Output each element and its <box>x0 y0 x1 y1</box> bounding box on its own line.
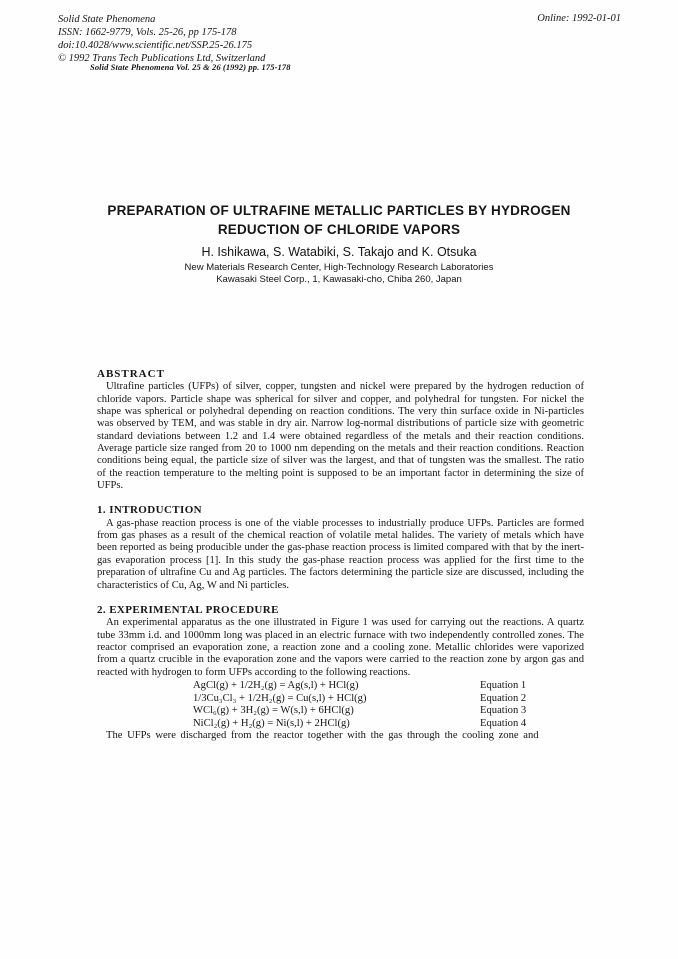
paper-title-line-1: PREPARATION OF ULTRAFINE METALLIC PARTICLES BY HYDROGEN <box>107 203 571 218</box>
equation-4-label: Equation 4 <box>480 717 527 729</box>
affiliation <box>0 262 678 286</box>
equation-3-label: Equation 3 <box>480 705 527 717</box>
section-2-text: An experimental apparatus as the one illustrated in Figure 1 was used for carrying out the reactions. A quartz tube 33mm i.d. and 1000mm long was placed in an electric furnace with two independently controlled zones. The reactor comprised an evaporation zone, a reaction zone and a cooling zone. Metallic chlorides were vaporized from a quartz crucible in the evaporation zone and the vapors were carried to the reaction zone by argon gas and reacted with hydrogen to form UFPs according to the following reactions. <box>97 617 584 678</box>
equation-1-formula: AgCl(g) + 1/2H₂(g) = Ag(s,l) + HCl(g) <box>193 679 359 691</box>
paper-title-line-2: REDUCTION OF CHLORIDE VAPORS <box>217 222 461 237</box>
equation-row <box>97 718 584 731</box>
equation-4-formula: NiCl₂(g) + H₂(g) = Ni(s,l) + 2HCl(g) <box>193 717 350 729</box>
section-1-heading: 1. INTRODUCTION <box>97 504 203 517</box>
doi-line: doi:10.4028/www.scientific.net/SSP.25-26.175 <box>58 40 253 51</box>
journal-header <box>58 13 265 65</box>
equation-row <box>97 680 584 693</box>
issn-line: ISSN: 1662-9779, Vols. 25-26, pp 175-178 <box>58 27 237 38</box>
affiliation-line-2: Kawasaki Steel Corp., 1, Kawasaki-cho, Chiba 260, Japan <box>216 274 462 285</box>
authors: H. Ishikawa, S. Watabiki, S. Takajo and K. Otsuka <box>201 245 477 259</box>
citation-line: Solid State Phenomena Vol. 25 & 26 (1992) pp. 175-178 <box>90 62 291 72</box>
body-column <box>97 368 584 743</box>
section-2-heading: 2. EXPERIMENTAL PROCEDURE <box>97 603 279 616</box>
journal-name: Solid State Phenomena <box>58 14 156 25</box>
reaction-equations <box>97 680 584 730</box>
abstract-text: Ultrafine particles (UFPs) of silver, copper, tungsten and nickel were prepared by the hydrogen reduction of chloride vapors. Particle shape was spherical for silver and copper, and polyhedral for tungsten. For nickel the shape was spherical or polyhedral depending on reaction conditions. The very thin surface oxide in Ni-particles was observed by TEM, and was stable in dry air. Narrow log-normal distributions of particle size with geometric standard deviations between 1.2 and 1.4 were obtained regardless of the metals and their reaction conditions. Average particle size ranged from 20 to 1000 nm depending on the metals and their reaction conditions. Reaction conditions being equal, the particle size of silver was the largest, and that of tungsten was the smallest. The ratio of the reaction temperature to the melting point is supposed to be an important factor in determining the size of UFPs. <box>97 381 584 492</box>
equation-row <box>97 693 584 706</box>
equation-2-formula: 1/3Cu₃Cl₃ + 1/2H₂(g) = Cu(s,l) + HCl(g) <box>193 692 367 704</box>
equation-2-label: Equation 2 <box>480 692 527 704</box>
section-1-text: A gas-phase reaction process is one of the viable processes to industrially produce UFPs. Particles are formed from gas phases as a result of the chemical reaction of volatile metal halides. The variety of metals which have been reported as being producible under the gas-phase reaction process is limited compared with that by the inert-gas evaporation process [1]. In this study the gas-phase reaction process was applied for the first time to the preparation of ultrafine Cu and Ag particles. The factors determining the particle size are discussed, including the characteristics of Cu, Ag, W and Ni particles. <box>97 517 584 591</box>
equation-row <box>97 705 584 718</box>
abstract-heading: ABSTRACT <box>97 368 165 380</box>
paper-title <box>0 201 678 239</box>
closing-line: The UFPs were discharged from the reactor together with the gas through the cooling zone and <box>106 730 539 742</box>
equation-1-label: Equation 1 <box>480 679 527 691</box>
equation-3-formula: WCl₆(g) + 3H₂(g) = W(s,l) + 6HCl(g) <box>193 705 354 717</box>
affiliation-line-1: New Materials Research Center, High-Technology Research Laboratories <box>184 262 494 273</box>
copyright-line: © 1992 Trans Tech Publications Ltd, Switzerland <box>58 53 266 64</box>
online-date: Online: 1992-01-01 <box>537 13 621 24</box>
